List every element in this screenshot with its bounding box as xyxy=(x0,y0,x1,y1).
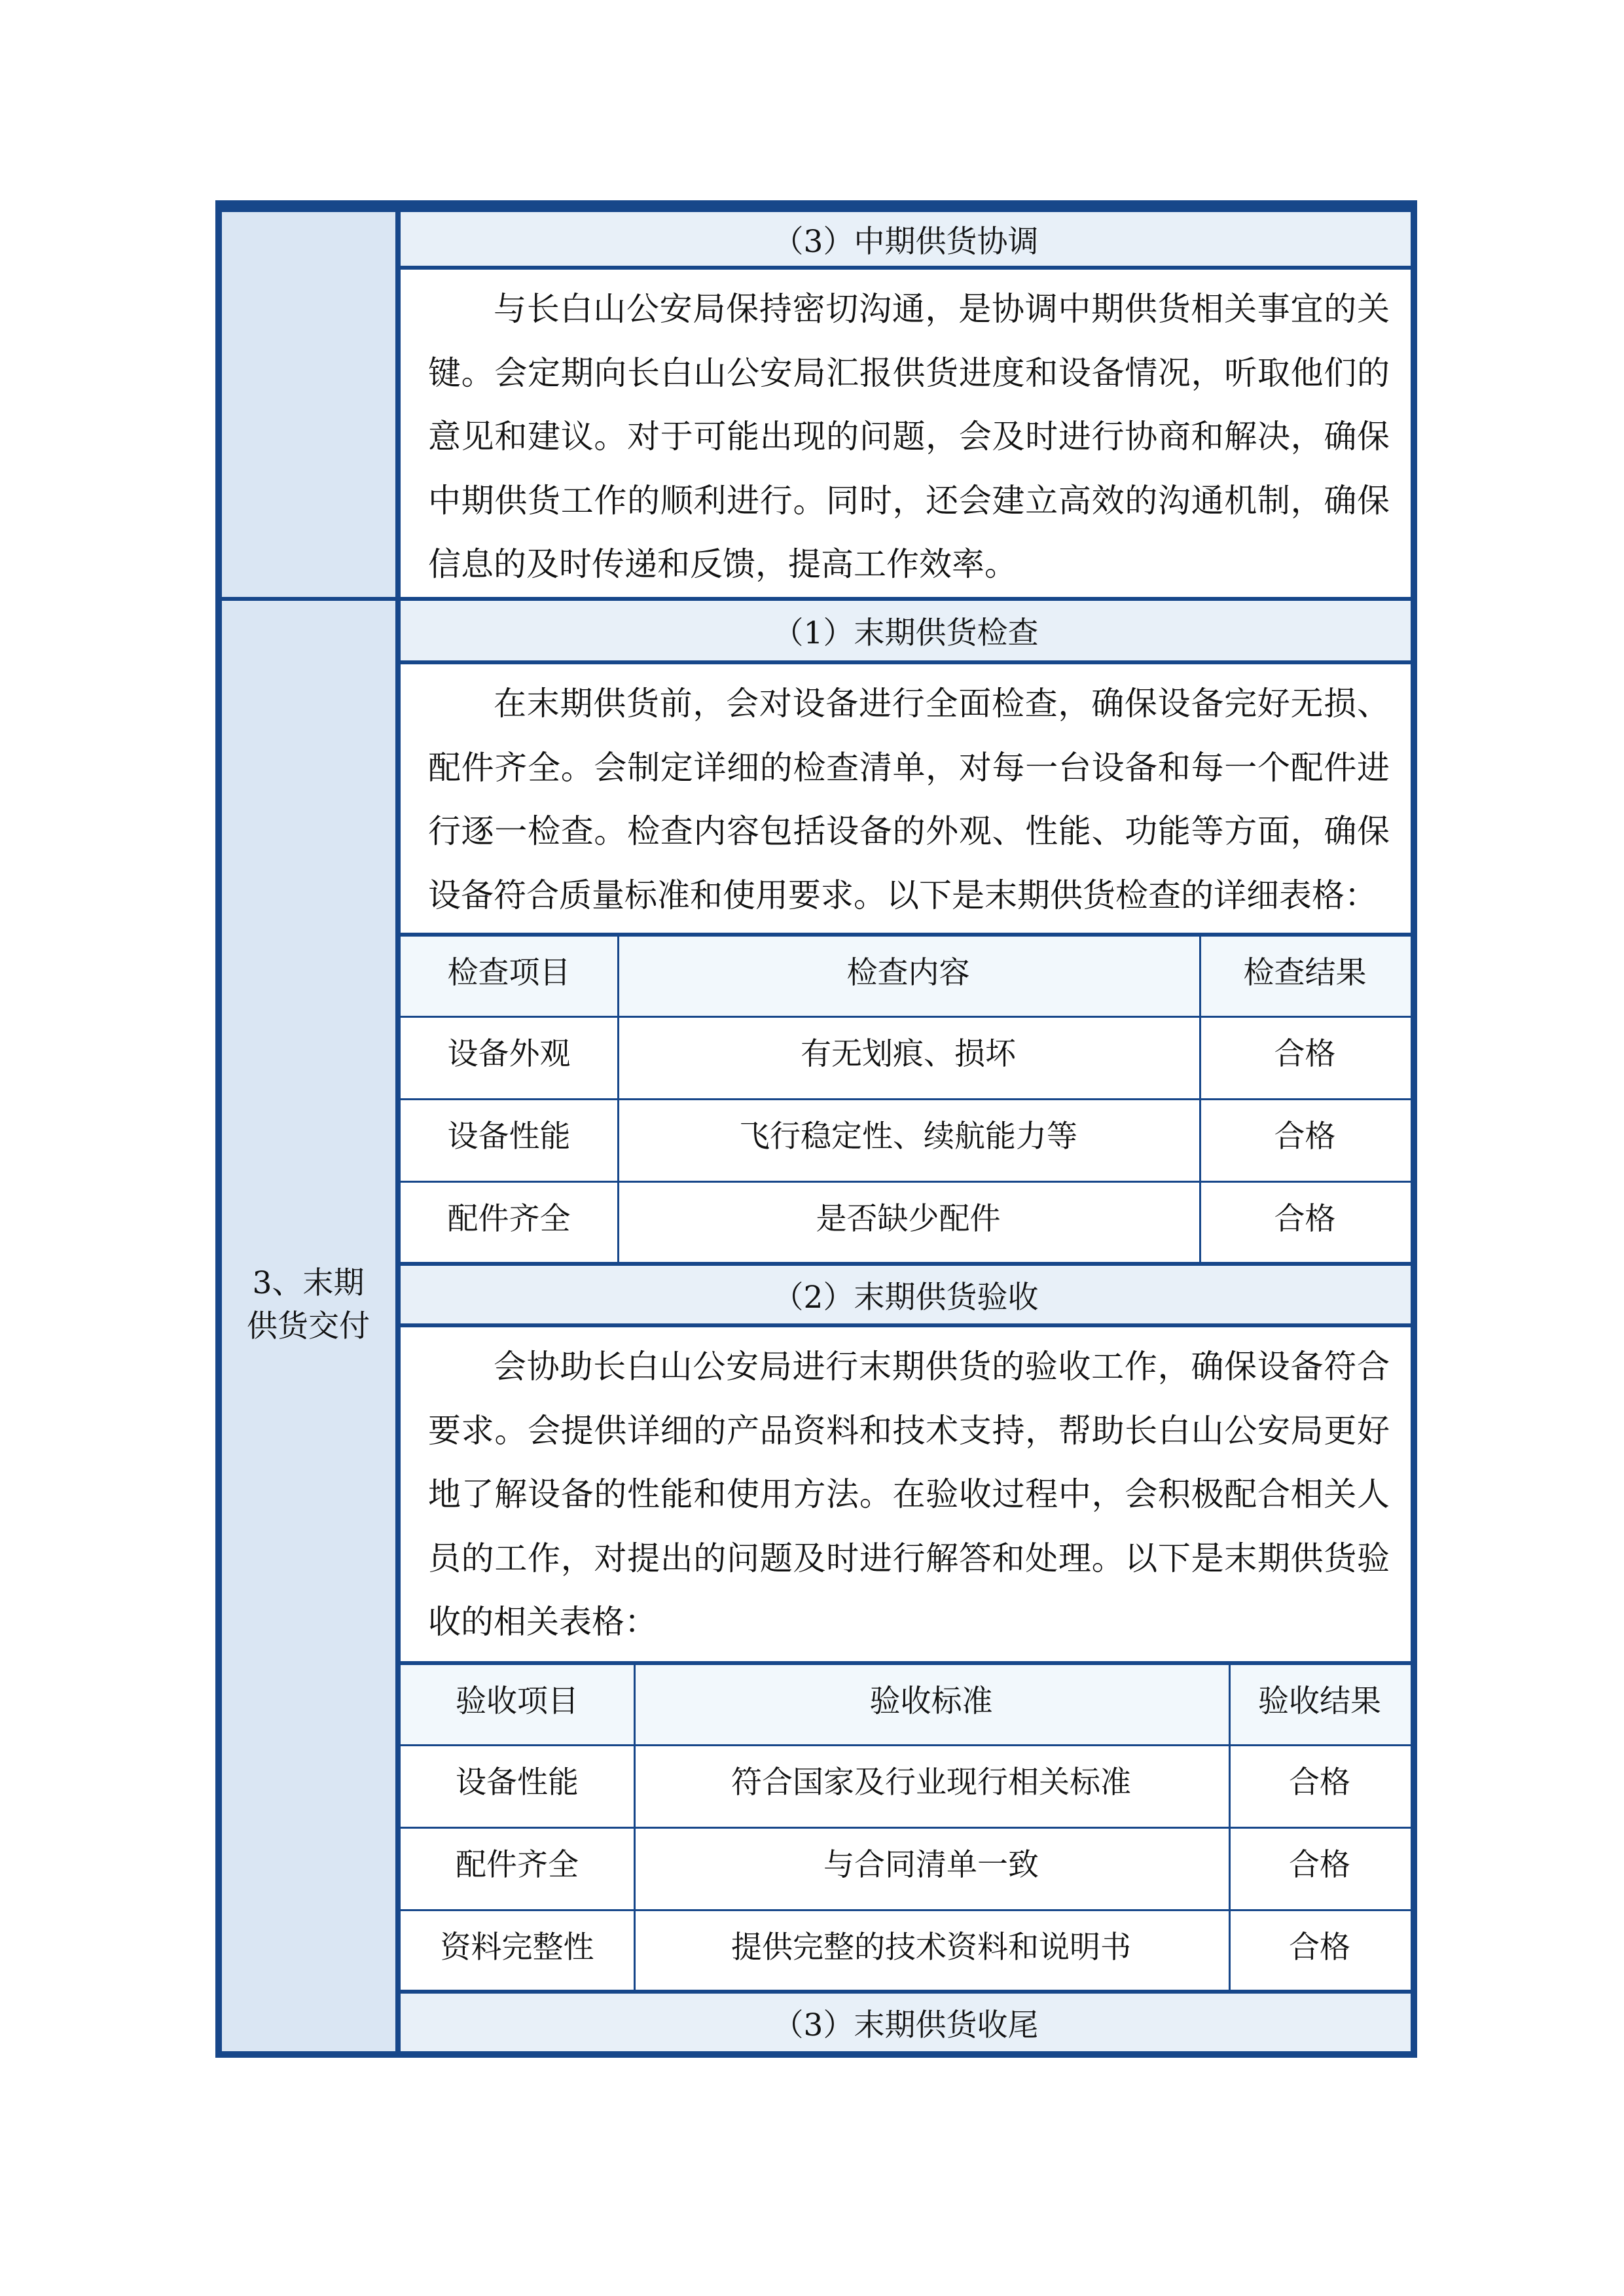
left-column-top xyxy=(222,212,401,601)
check-col-item: 检查项目 xyxy=(401,937,617,1018)
check-row-item: 设备外观 xyxy=(401,1018,617,1100)
check-col-result: 检查结果 xyxy=(1199,937,1411,1018)
acceptance-row-result: 合格 xyxy=(1229,1746,1411,1829)
column-divider xyxy=(634,1665,636,1990)
final-acceptance-heading: （2）末期供货验收 xyxy=(401,1266,1411,1327)
acceptance-row-standard: 符合国家及行业现行相关标准 xyxy=(634,1746,1229,1829)
check-row-content: 有无划痕、损坏 xyxy=(617,1018,1199,1100)
acceptance-row-item: 资料完整性 xyxy=(440,1929,594,1965)
left-column-section xyxy=(222,601,401,2051)
acceptance-row-result: 合格 xyxy=(1229,1829,1411,1911)
check-row-result: 合格 xyxy=(1274,1201,1336,1237)
check-row-content: 飞行稳定性、续航能力等 xyxy=(617,1100,1199,1183)
check-row-item: 配件齐全 xyxy=(447,1201,571,1237)
acceptance-row-item: 设备性能 xyxy=(401,1746,634,1829)
acceptance-col-result: 验收结果 xyxy=(1229,1665,1411,1746)
acceptance-row-standard: 与合同清单一致 xyxy=(634,1829,1229,1911)
column-divider xyxy=(1199,937,1201,1262)
acceptance-table xyxy=(401,1661,1411,1994)
acceptance-row-result: 合格 xyxy=(1289,1929,1350,1965)
check-row-item: 设备性能 xyxy=(401,1100,617,1183)
acceptance-row-item: 配件齐全 xyxy=(401,1829,634,1911)
mid-coordination-heading: （3）中期供货协调 xyxy=(401,212,1411,270)
column-divider xyxy=(617,937,619,1262)
final-wrapup-heading: （3）末期供货收尾 xyxy=(401,1994,1411,2051)
final-check-text: 在末期供货前，会对设备进行全面检查，确保设备完好无损、配件齐全。会制定详细的检查清单，对每一台设备和每一个配件进行逐一检查。检查内容包括设备的外观、性能、功能等方面，确保设备符合质量标准和使用要求。以下是末期供货检查的详细表格： xyxy=(428,685,1390,914)
check-col-content: 检查内容 xyxy=(617,937,1199,1018)
acceptance-col-item: 验收项目 xyxy=(401,1665,634,1746)
document-table xyxy=(215,200,1417,2058)
mid-coordination-text: 与长白山公安局保持密切沟通，是协调中期供货相关事宜的关键。会定期向长白山公安局汇报供货进度和设备情况，听取他们的意见和建议。对于可能出现的问题，会及时进行协商和解决，确保中期供货工作的顺利进行。同时，还会建立高效的沟通机制，确保信息的及时传递和反馈，提高工作效率。 xyxy=(401,270,1411,601)
column-divider xyxy=(1229,1665,1231,1990)
check-table xyxy=(401,933,1411,1266)
final-check-heading: （1）末期供货检查 xyxy=(401,601,1411,664)
final-acceptance-text: 会协助长白山公安局进行末期供货的验收工作，确保设备符合要求。会提供详细的产品资料和技术支持，帮助长白山公安局更好地了解设备的性能和使用方法。在验收过程中，会积极配合相关人员的工作，对提出的问题及时进行解答和处理。以下是末期供货验收的相关表格： xyxy=(428,1348,1390,1641)
acceptance-col-standard: 验收标准 xyxy=(634,1665,1229,1746)
check-row-content: 是否缺少配件 xyxy=(816,1201,1001,1237)
check-row-result: 合格 xyxy=(1199,1100,1411,1183)
section-label: 3、末期供货交付 xyxy=(247,1265,370,1344)
acceptance-row-standard: 提供完整的技术资料和说明书 xyxy=(731,1929,1131,1965)
check-row-result: 合格 xyxy=(1199,1018,1411,1100)
